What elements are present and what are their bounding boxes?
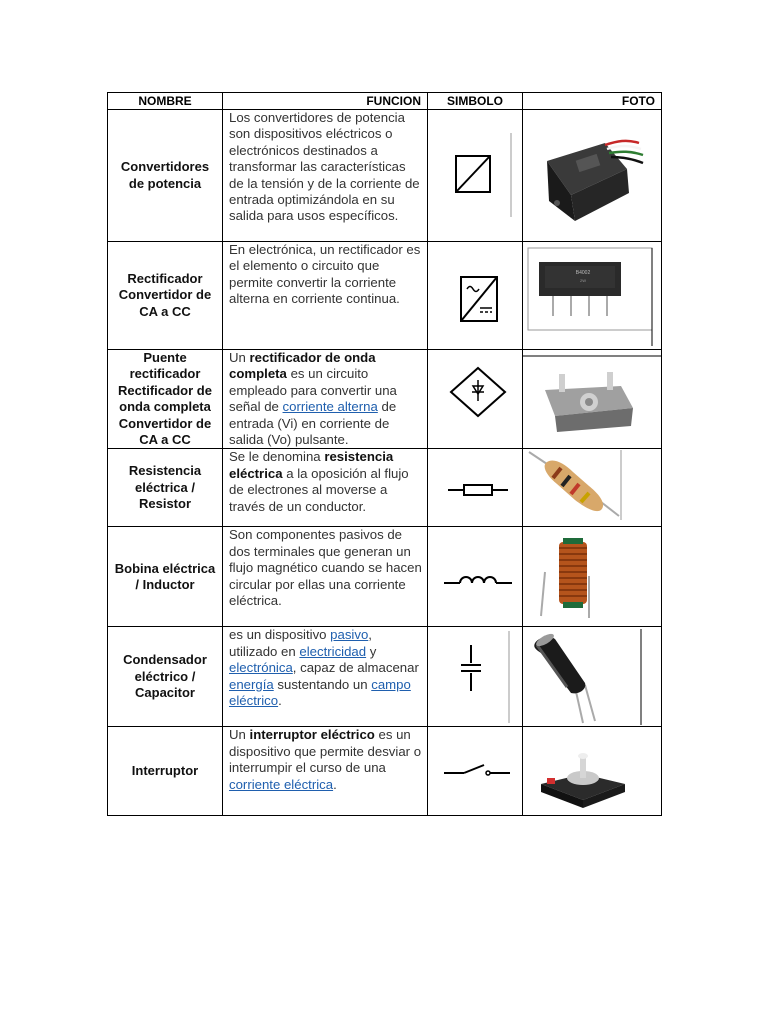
wiki-link[interactable]: corriente alterna	[282, 399, 378, 415]
function-text: , capaz de almacenar	[292, 660, 419, 676]
table-row	[108, 110, 662, 242]
component-name: Interruptor	[108, 727, 223, 816]
function-text: Un	[229, 727, 250, 743]
switch-symbol-icon	[428, 731, 523, 811]
component-name: Rectificador Convertidor de CA a CC	[108, 242, 223, 350]
ac-dc-converter-symbol-icon	[428, 246, 523, 346]
photo-cell	[523, 242, 662, 350]
component-function	[223, 350, 428, 449]
wiki-link[interactable]: pasivo	[330, 627, 369, 643]
header-funcion: FUNCION	[223, 93, 428, 110]
wiki-link[interactable]: corriente eléctrica	[229, 776, 334, 792]
function-text: Un	[229, 350, 250, 365]
component-function	[223, 110, 428, 242]
wiki-link[interactable]: energía	[229, 676, 274, 692]
bridge-rectifier-photo-icon	[523, 354, 662, 444]
symbol-cell	[428, 449, 523, 527]
function-text: a la oposición al flujo de electrones al moverse a través de un conductor.	[229, 465, 409, 514]
function-text: , utilizado en	[229, 627, 372, 659]
resistor-symbol-icon	[428, 458, 523, 518]
table-row	[108, 449, 662, 527]
table-row	[108, 727, 662, 816]
svg-text:B4002: B4002	[575, 269, 591, 276]
photo-cell	[523, 350, 662, 449]
photo-cell	[523, 527, 662, 627]
bold-term: resistencia eléctrica	[229, 449, 394, 481]
function-text: .	[278, 693, 282, 709]
header-row	[108, 93, 662, 110]
component-name: Convertidores de potencia	[108, 110, 223, 242]
component-name: Bobina eléctrica / Inductor	[108, 527, 223, 627]
header-simbolo: SIMBOLO	[428, 93, 523, 110]
function-text: de entrada (Vi) en corriente de salida (Vo) pulsante.	[229, 399, 397, 448]
component-function	[223, 449, 428, 527]
inductor-symbol-icon	[428, 537, 523, 617]
resistor-photo-icon	[523, 450, 662, 526]
function-text: es un circuito empleado para convertir una señal de	[229, 366, 397, 415]
photo-cell	[523, 727, 662, 816]
power-converter-symbol-icon	[428, 131, 523, 221]
bold-term: interruptor eléctrico	[249, 727, 375, 743]
function-text: Los convertidores de potencia son dispositivos eléctricos o electrónicos destinados a transformar las características de la tensión y de la corriente de entrada optimizándola en su salida para usos específicos.	[229, 110, 420, 224]
photo-cell	[523, 449, 662, 527]
symbol-cell	[428, 527, 523, 627]
symbol-cell	[428, 242, 523, 350]
components-table	[107, 92, 662, 816]
function-text: y	[366, 643, 377, 659]
inductor-photo-icon	[523, 528, 662, 626]
symbol-cell	[428, 727, 523, 816]
symbol-cell	[428, 627, 523, 727]
function-text: es un dispositivo que permite desviar o interrumpir el curso de una	[229, 727, 422, 776]
component-name: Puente rectificador Rectificador de onda completa Convertidor de CA a CC	[108, 350, 223, 449]
function-text: .	[333, 776, 337, 792]
function-text: En electrónica, un rectificador es el elemento o circuito que permite convertir la corriente alterna en corriente continua.	[229, 242, 421, 307]
symbol-cell	[428, 350, 523, 449]
bold-term: rectificador de onda completa	[229, 350, 376, 382]
header-foto: FOTO	[523, 93, 662, 110]
wiki-link[interactable]: electricidad	[299, 643, 367, 659]
component-function	[223, 242, 428, 350]
function-text: Son componentes pasivos de dos terminales que generan un flujo magnético cuando se hacen circular por ellas una corriente eléctrica.	[229, 527, 422, 609]
rectifier-module-photo-icon	[523, 246, 662, 346]
component-function	[223, 527, 428, 627]
function-text: Se le denomina	[229, 449, 325, 465]
function-text: es un dispositivo	[229, 627, 331, 643]
component-name: Resistencia eléctrica / Resistor	[108, 449, 223, 527]
photo-cell	[523, 110, 662, 242]
component-name: Condensador eléctrico / Capacitor	[108, 627, 223, 727]
component-function	[223, 627, 428, 727]
photo-cell	[523, 627, 662, 727]
symbol-cell	[428, 110, 523, 242]
wiki-link[interactable]: electrónica	[229, 660, 293, 676]
wiki-link[interactable]: campo eléctrico	[229, 676, 411, 709]
table-row	[108, 527, 662, 627]
header-nombre: NOMBRE	[108, 93, 223, 110]
table-row	[108, 350, 662, 449]
capacitor-photo-icon	[523, 629, 662, 725]
component-function	[223, 727, 428, 816]
power-converter-photo-icon	[527, 121, 647, 231]
function-text: sustentando un	[273, 676, 372, 692]
switch-photo-icon	[523, 728, 662, 814]
svg-text:2W: 2W	[580, 277, 586, 283]
table-row	[108, 242, 662, 350]
table-row	[108, 627, 662, 727]
capacitor-symbol-icon	[428, 629, 523, 725]
bridge-rectifier-symbol-icon	[428, 354, 523, 444]
